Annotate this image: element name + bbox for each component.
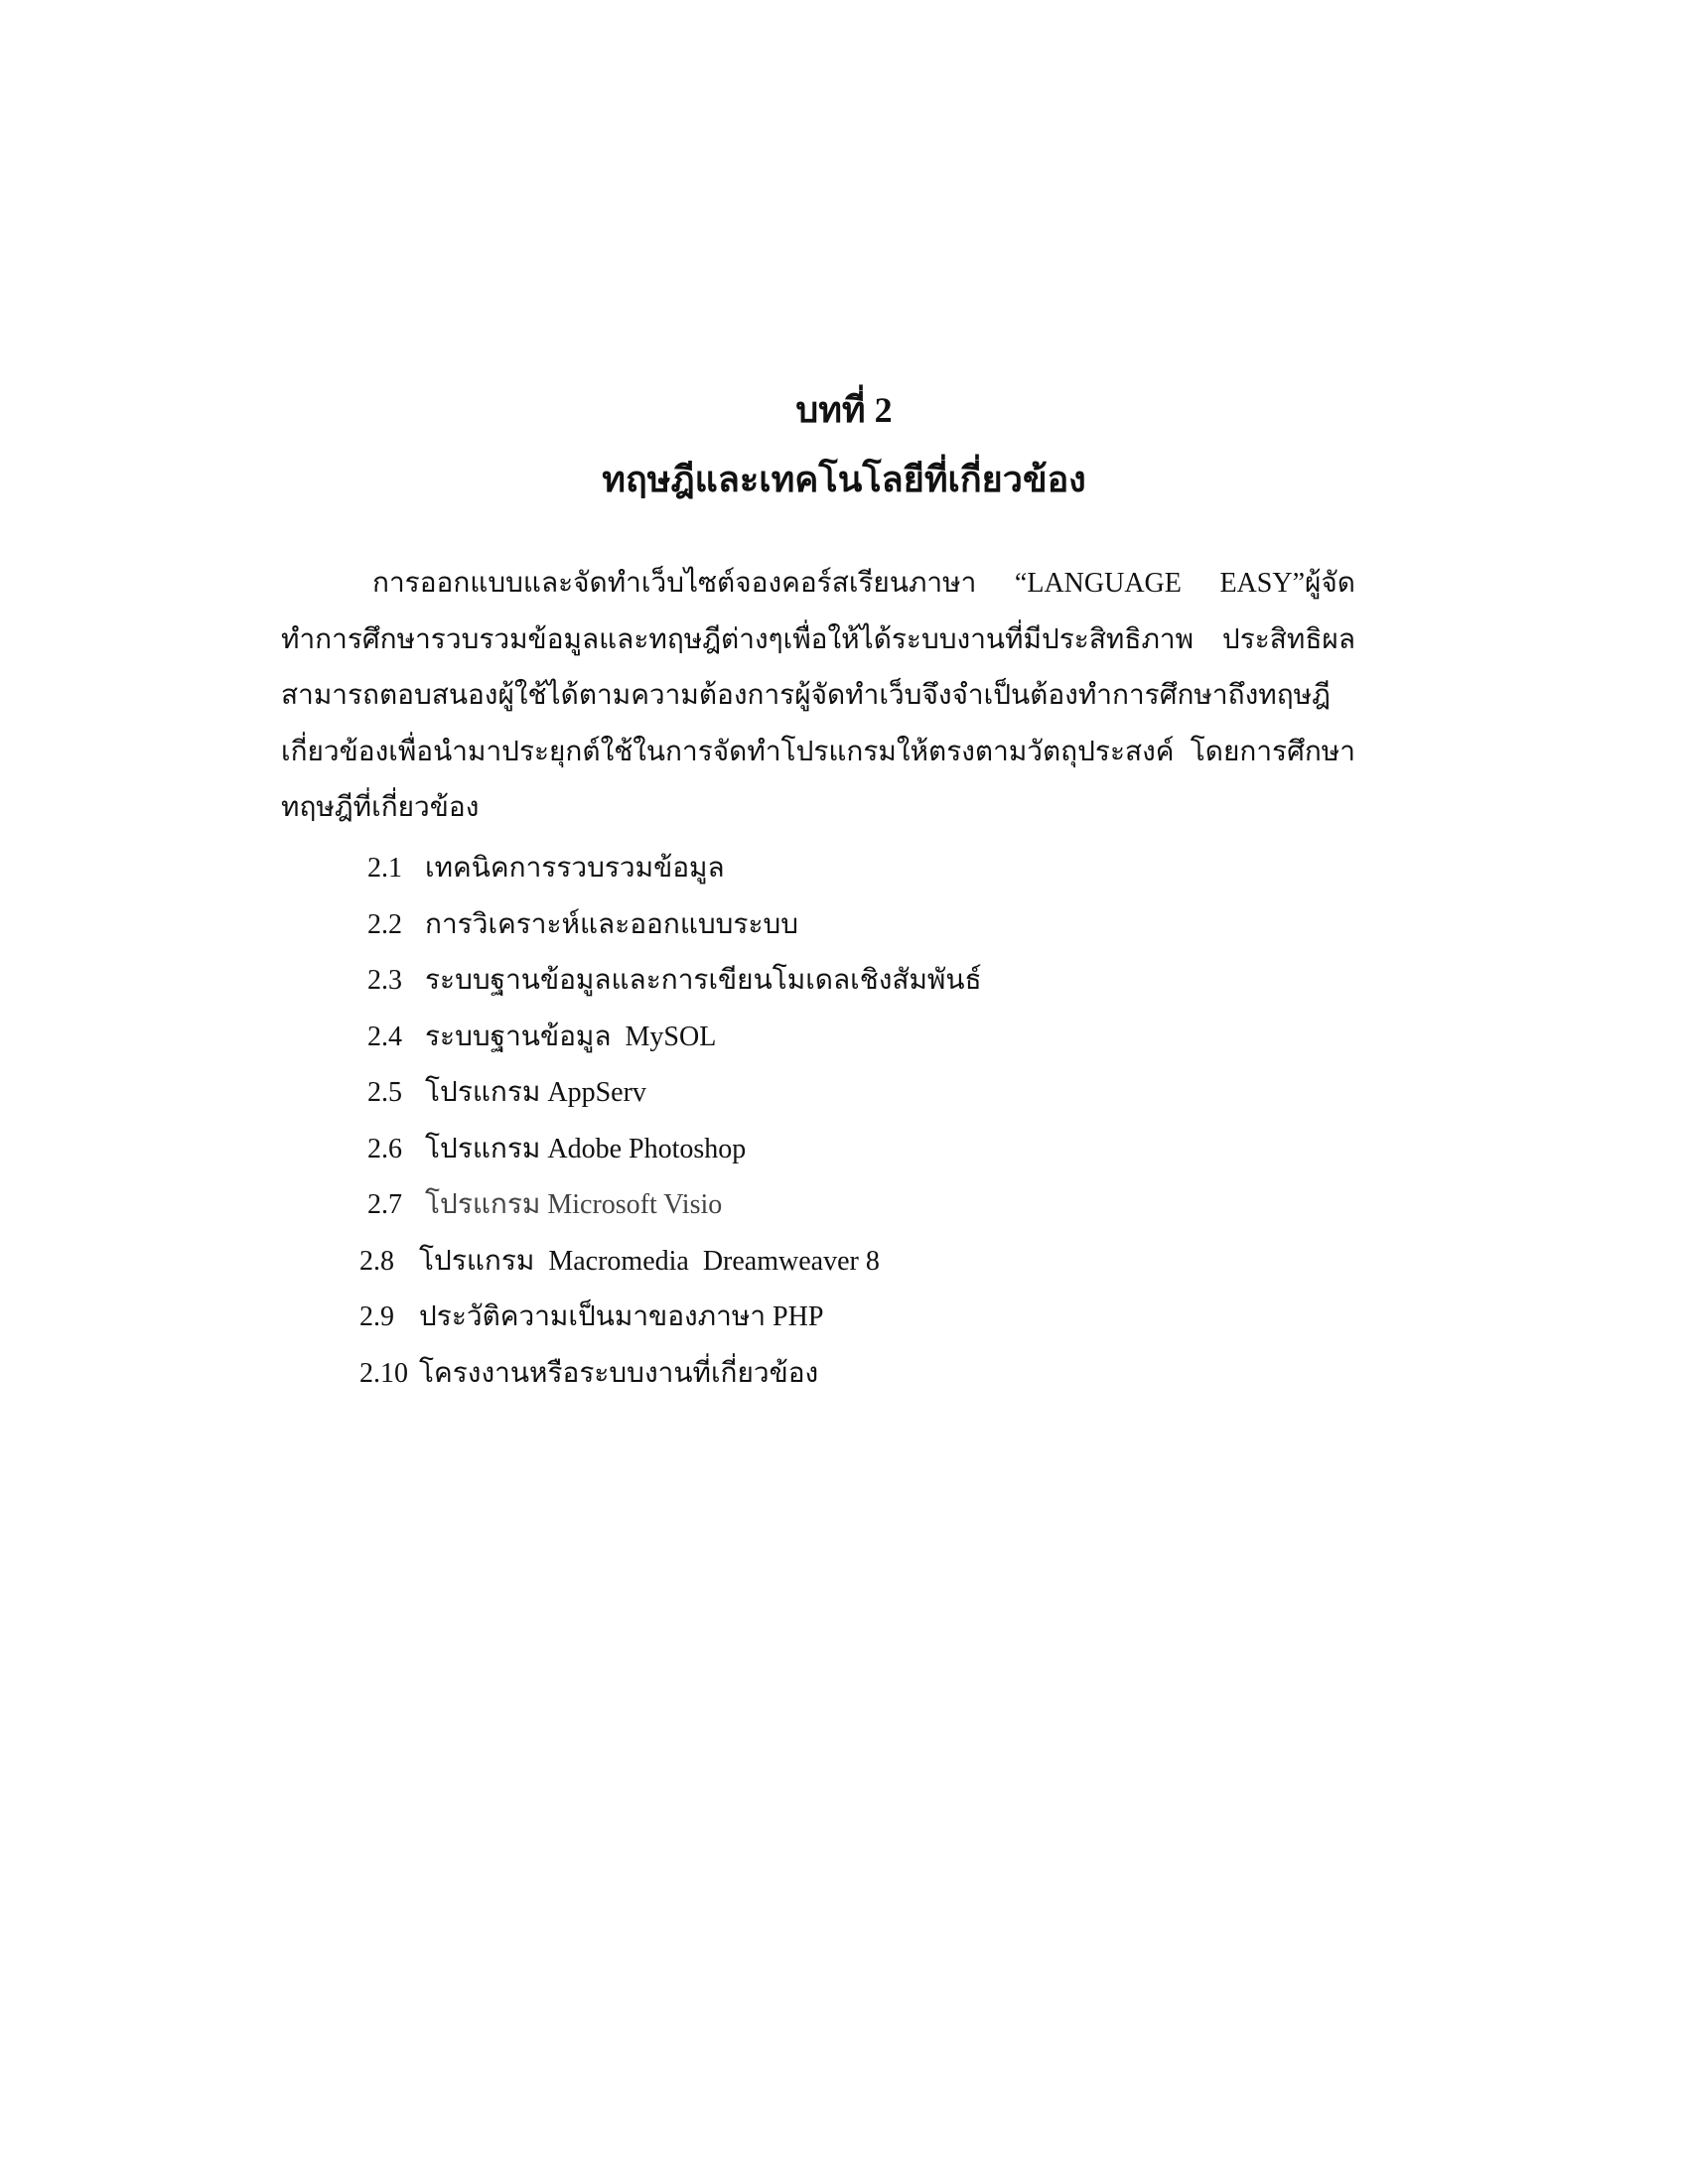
- topic-list: [359, 841, 1261, 1402]
- topic-number: 2.5: [367, 1077, 402, 1108]
- topic-number: 2.6: [367, 1133, 402, 1164]
- topic-item: [367, 1010, 1261, 1066]
- topic-number: 2.10: [359, 1357, 408, 1389]
- intro-paragraph: [281, 556, 1355, 837]
- topic-text: โปรแกรม Microsoft Visio: [425, 1189, 723, 1220]
- topic-text: โปรแกรม Macromedia Dreamweaver 8: [419, 1245, 880, 1277]
- topic-text: เทคนิคการรวบรวมข้อมูล: [425, 853, 725, 884]
- topic-text: การวิเคราะห์และออกแบบระบบ: [425, 908, 799, 940]
- intro-line: สามารถตอบสนองผู้ใช้ได้ตามความต้องการผู้จัดทำเว็บจึงจำเป็นต้องทำการศึกษาถึงทฤษฎี: [281, 680, 1331, 711]
- chapter-number: บทที่ 2: [795, 390, 893, 430]
- topic-text: ระบบฐานข้อมูล MySOL: [425, 1021, 717, 1052]
- topic-number: 2.1: [367, 853, 402, 884]
- intro-line: ทำการศึกษารวบรวมข้อมูลและทฤษฎีต่างๆเพื่อให้ได้ระบบงานที่มีประสิทธิภาพ ประสิทธิผล: [281, 623, 1355, 655]
- topic-text: โครงงานหรือระบบงานที่เกี่ยวข้อง: [419, 1357, 819, 1389]
- intro-line: การออกแบบและจัดทำเว็บไซต์จองคอร์สเรียนภาษา “LANGUAGE EASY”ผู้จัด: [372, 568, 1355, 599]
- topic-number: 2.2: [367, 908, 402, 940]
- topic-item: [367, 1177, 1261, 1234]
- topic-item: [359, 1234, 1261, 1291]
- topic-item: [359, 1346, 1261, 1403]
- topic-number: 2.3: [367, 965, 402, 996]
- chapter-title: ทฤษฎีและเทคโนโลยีที่เกี่ยวข้อง: [602, 460, 1086, 499]
- topic-number: 2.4: [367, 1021, 402, 1052]
- topic-item: [367, 897, 1261, 954]
- topic-item: [367, 1065, 1261, 1122]
- topic-item: [367, 953, 1261, 1010]
- topic-item: [359, 1290, 1261, 1346]
- topic-number: 2.8: [359, 1245, 394, 1277]
- topic-number: 2.9: [359, 1301, 394, 1332]
- topic-text: ระบบฐานข้อมูลและการเขียนโมเดลเชิงสัมพันธ์: [425, 965, 982, 996]
- topic-number: 2.7: [367, 1189, 402, 1220]
- intro-line: เกี่ยวข้องเพื่อนำมาประยุกต์ใช้ในการจัดทำโปรแกรมให้ตรงตามวัตถุประสงค์ โดยการศึกษา: [281, 736, 1355, 767]
- topic-item: [367, 841, 1261, 897]
- topic-text: ประวัติความเป็นมาของภาษา PHP: [419, 1301, 824, 1332]
- topic-item: [367, 1122, 1261, 1178]
- topic-text: โปรแกรม Adobe Photoshop: [425, 1133, 747, 1164]
- intro-line: ทฤษฎีที่เกี่ยวข้อง: [281, 792, 480, 823]
- topic-text: โปรแกรม AppServ: [425, 1077, 646, 1108]
